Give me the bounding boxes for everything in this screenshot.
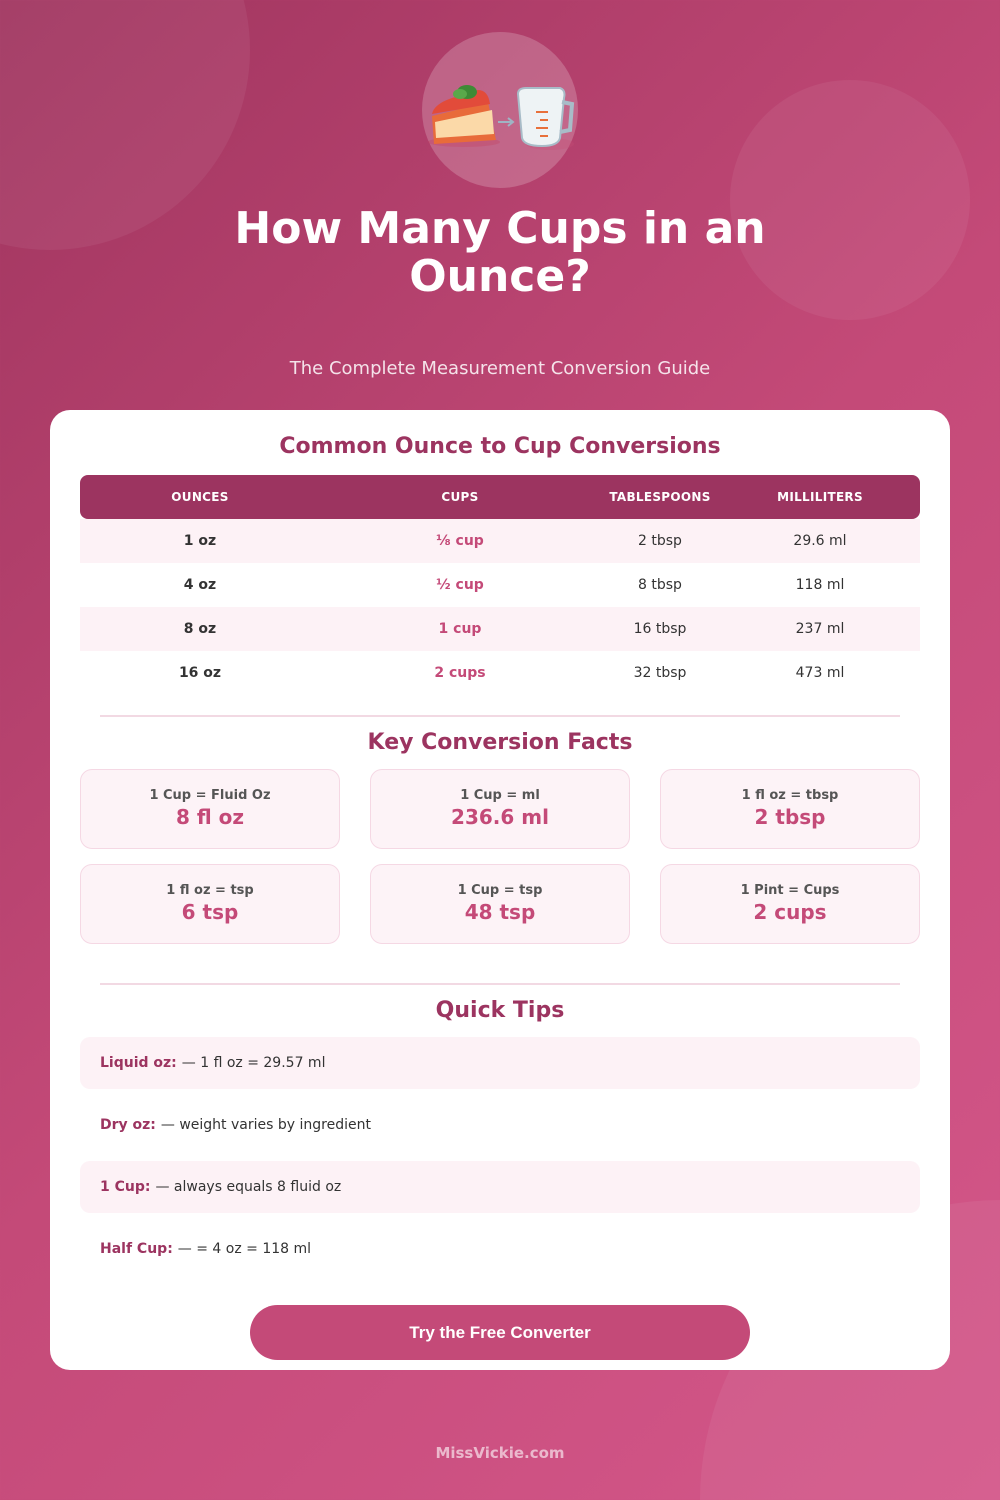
fact-label: 1 Cup = Fluid Oz (149, 788, 271, 803)
tip-item (80, 1161, 920, 1213)
fact-card (370, 769, 630, 849)
fact-value: 48 tsp (464, 900, 536, 924)
cell-tablespoons: 2 tbsp (638, 533, 682, 549)
tip-text: — always equals 8 fluid oz (155, 1179, 342, 1195)
fact-card (80, 864, 340, 944)
fact-label: 1 Cup = ml (460, 788, 540, 803)
tip-key: Dry oz: (100, 1117, 156, 1133)
cell-tablespoons: 32 tbsp (633, 665, 687, 681)
tip-text: — 1 fl oz = 29.57 ml (181, 1055, 326, 1071)
column-header-cups: CUPS (441, 490, 479, 504)
cell-ounces: 1 oz (183, 533, 217, 549)
fact-value: 6 tsp (181, 900, 239, 924)
tips-title: Quick Tips (435, 998, 565, 1023)
conversion-table (80, 475, 920, 695)
table-row (80, 563, 920, 607)
cell-ounces: 16 oz (178, 665, 222, 681)
table-row (80, 651, 920, 695)
page-subtitle: The Complete Measurement Conversion Guide (289, 358, 711, 379)
facts-title: Key Conversion Facts (367, 730, 633, 755)
cell-tablespoons: 16 tbsp (633, 621, 687, 637)
column-header-tablespoons: TABLESPOONS (609, 490, 711, 504)
fact-label: 1 Pint = Cups (740, 883, 840, 898)
footer-brand: MissVickie.com (435, 1444, 565, 1462)
section-divider (100, 983, 900, 985)
cell-cups: ⅛ cup (436, 533, 484, 549)
table-row (80, 519, 920, 563)
conversions-title: Common Ounce to Cup Conversions (279, 434, 721, 459)
tip-item (80, 1223, 920, 1275)
fact-card (660, 769, 920, 849)
cell-cups: ½ cup (436, 577, 484, 593)
try-converter-button[interactable]: Try the Free Converter (250, 1305, 750, 1360)
fact-label: 1 fl oz = tsp (166, 883, 254, 898)
cell-milliliters: 473 ml (795, 665, 845, 681)
tip-key: Liquid oz: (100, 1055, 177, 1071)
section-divider (100, 715, 900, 717)
tip-item (80, 1099, 920, 1151)
tip-key: 1 Cup: (100, 1179, 151, 1195)
fact-value: 2 cups (753, 900, 827, 924)
fact-value: 236.6 ml (451, 805, 549, 829)
cell-milliliters: 29.6 ml (793, 533, 847, 549)
column-header-milliliters: MILLILITERS (777, 490, 863, 504)
cell-ounces: 4 oz (183, 577, 217, 593)
page-title: How Many Cups in an Ounce? (234, 203, 766, 302)
fact-label: 1 Cup = tsp (457, 883, 543, 898)
cell-milliliters: 118 ml (795, 577, 845, 593)
tip-key: Half Cup: (100, 1241, 173, 1257)
table-row (80, 607, 920, 651)
fact-card (660, 864, 920, 944)
fact-label: 1 fl oz = tbsp (741, 788, 839, 803)
cell-cups: 1 cup (438, 621, 482, 637)
cell-tablespoons: 8 tbsp (638, 577, 682, 593)
fact-value: 8 fl oz (175, 805, 245, 829)
table-header (80, 475, 920, 519)
content-card (50, 410, 950, 1370)
cell-milliliters: 237 ml (795, 621, 845, 637)
fact-card (80, 769, 340, 849)
cheesecake-to-measuring-cup-icon (422, 32, 578, 188)
cell-ounces: 8 oz (183, 621, 217, 637)
fact-value: 2 tbsp (754, 805, 826, 829)
column-header-ounces: OUNCES (171, 490, 229, 504)
cell-cups: 2 cups (434, 665, 486, 681)
tip-text: — = 4 oz = 118 ml (177, 1241, 312, 1257)
tip-item (80, 1037, 920, 1089)
fact-card (370, 864, 630, 944)
tip-text: — weight varies by ingredient (160, 1117, 371, 1133)
